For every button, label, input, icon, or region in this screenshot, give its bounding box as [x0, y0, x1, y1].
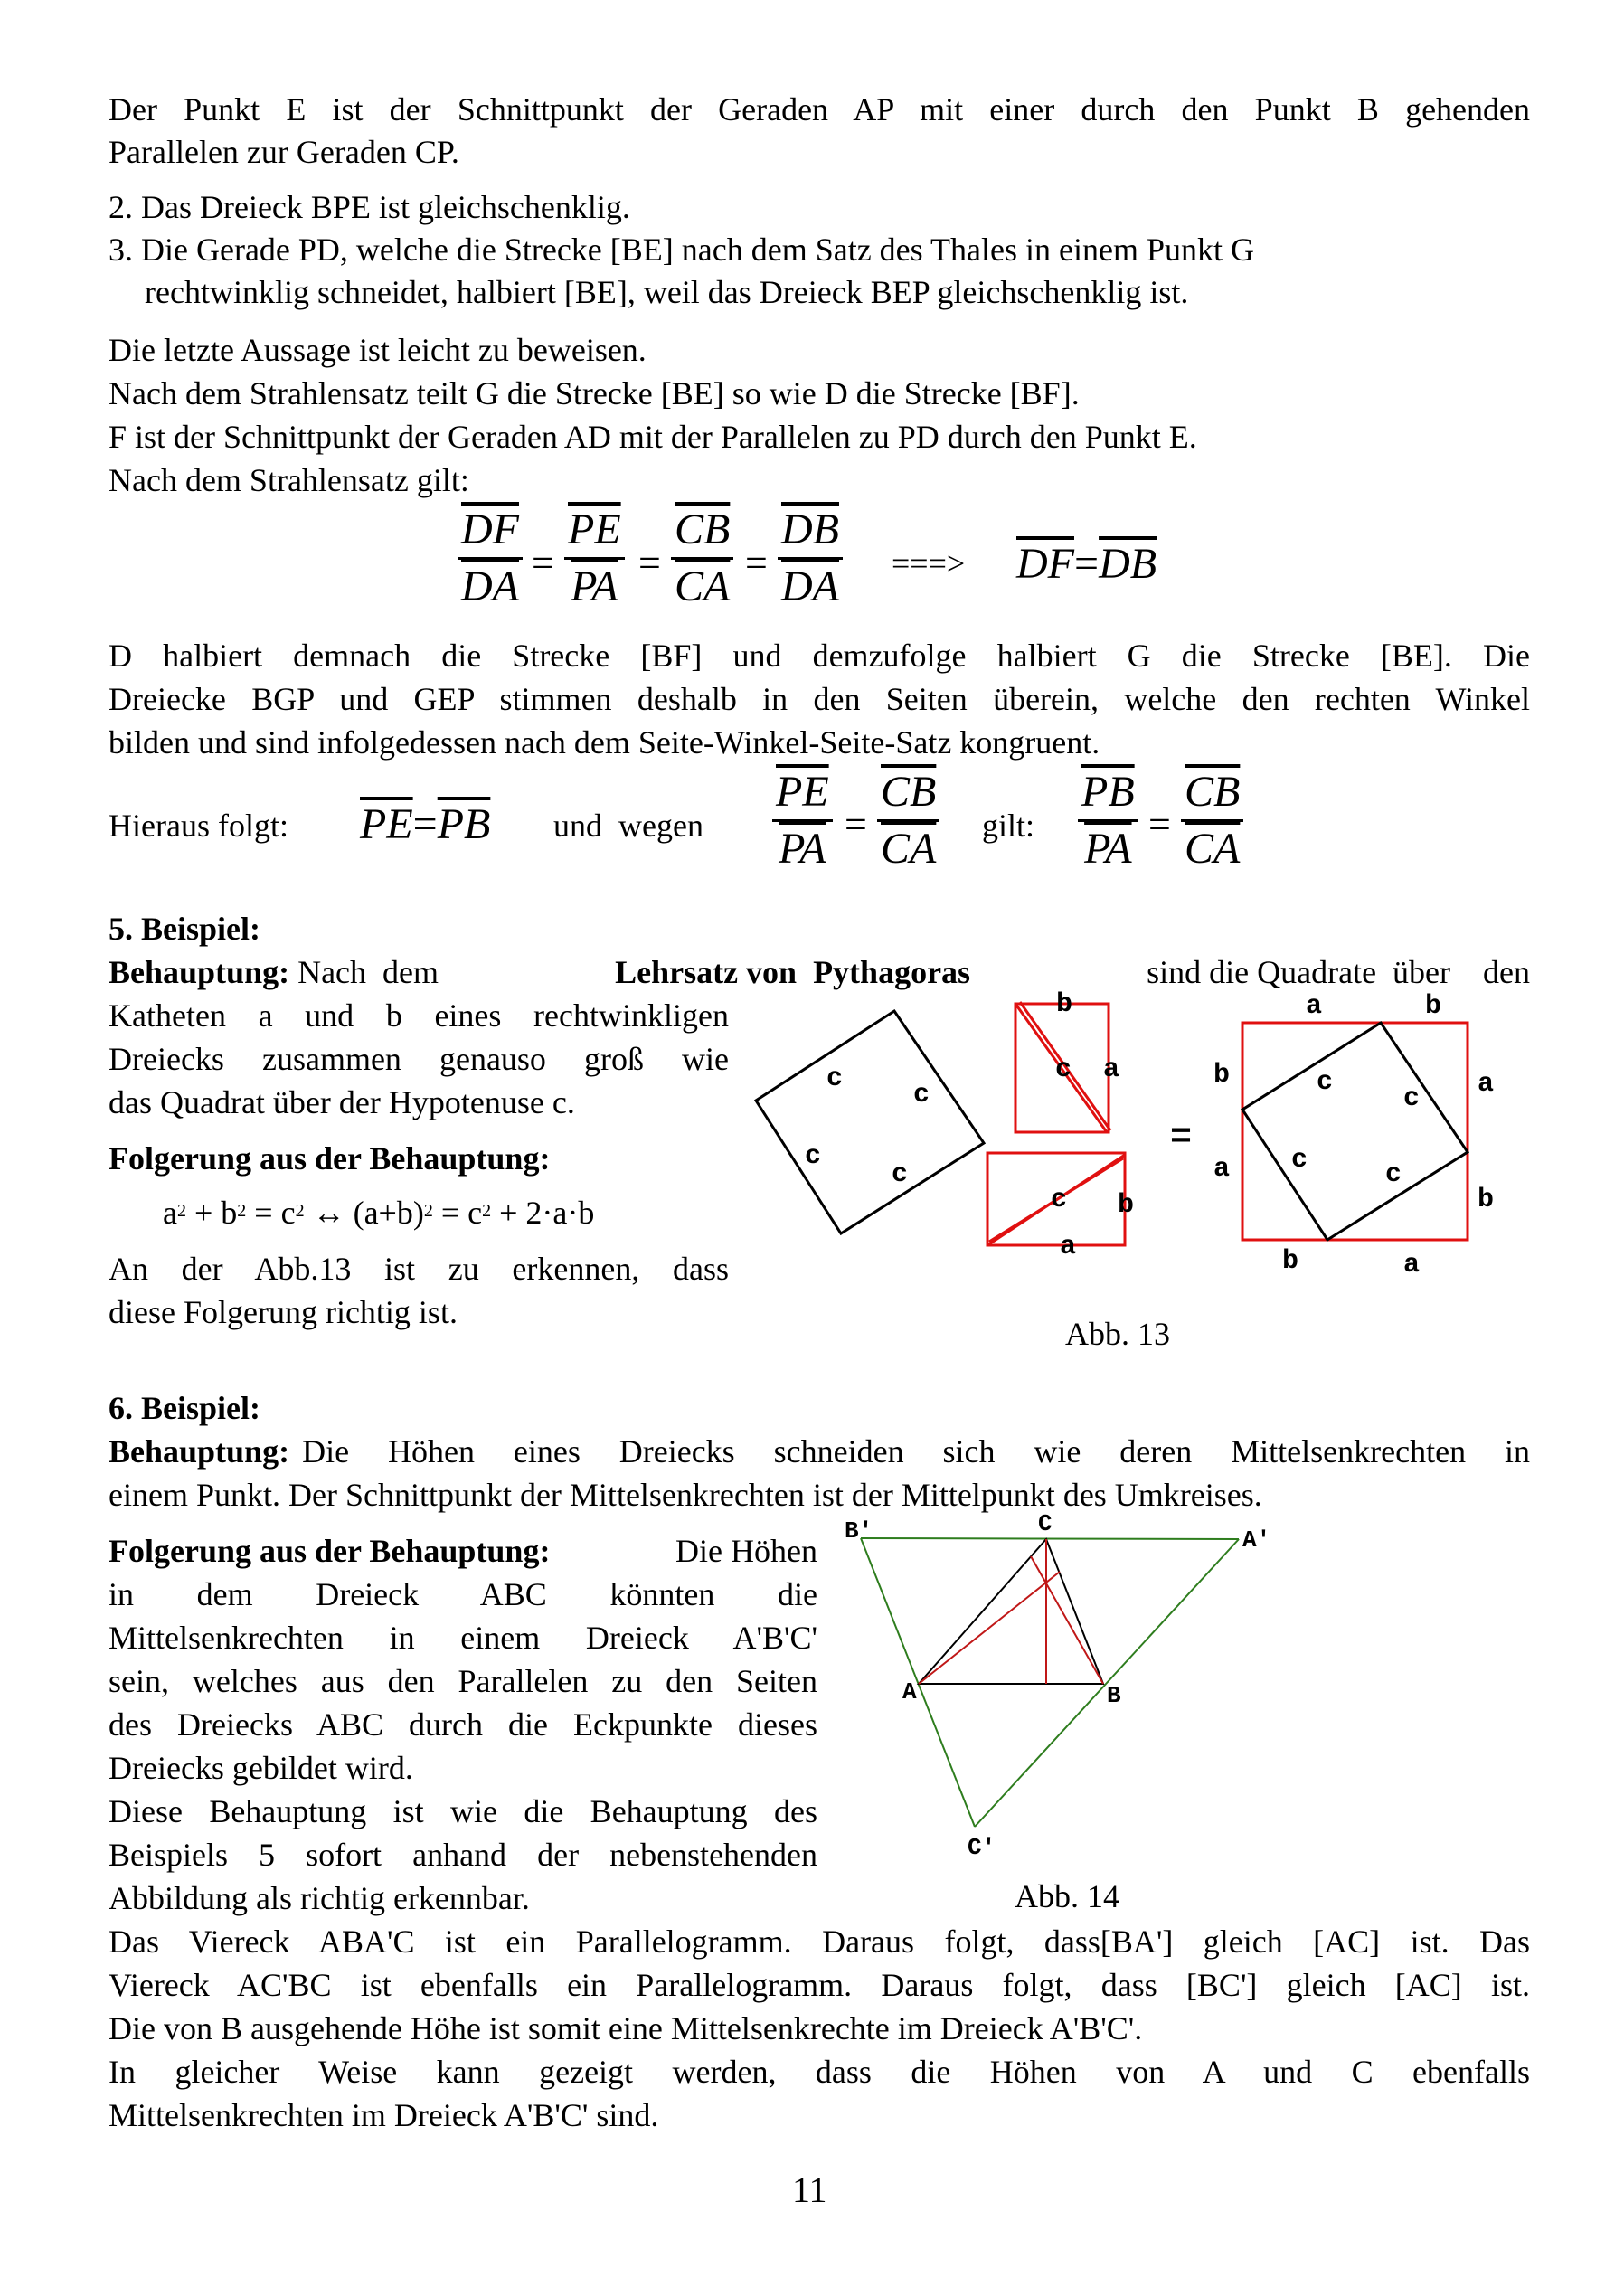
term: + b: [185, 1195, 238, 1231]
equals-sign: =: [532, 541, 554, 585]
denominator: CA: [1185, 825, 1241, 873]
claim-text: Nach dem: [297, 954, 439, 990]
exponent: 2: [295, 1201, 305, 1221]
conclusion-line: sein, welches aus den Parallelen zu den Seiten: [109, 1663, 817, 1699]
label-b: b: [1425, 991, 1442, 1022]
claim-text: sind die Quadrate über den: [1147, 954, 1530, 990]
label-a: a: [1403, 1250, 1421, 1281]
label-c: c: [892, 1159, 909, 1190]
label-a: a: [1060, 1232, 1077, 1262]
segment: $\overline{DB}$: [1099, 540, 1157, 588]
claim-label: Behauptung:: [109, 954, 290, 990]
label-c: c: [805, 1141, 822, 1172]
page-number: 11: [792, 2169, 827, 2210]
formula-lead: Hieraus folgt:: [109, 808, 288, 844]
paragraph-line: Die von B ausgehende Höhe ist somit eine Mittelsenkrechte im Dreieck A'B'C'.: [109, 2010, 1143, 2046]
paragraph-line: Parallelen zur Geraden CP.: [109, 134, 459, 170]
paragraph-line: Das Viereck ABA'C ist ein Parallelogramm. Daraus folgt, dass[BA'] gleich [AC] ist. Das: [109, 1923, 1530, 1960]
fraction-bar: [1078, 819, 1138, 822]
paragraph-line: Mittelsenkrechten im Dreieck A'B'C' sind.: [109, 2097, 659, 2133]
numerator: $\overline{DF}$: [461, 506, 519, 553]
term: + 2·a·b: [491, 1195, 595, 1231]
conclusion-line: Dreiecks gebildet wird.: [109, 1750, 413, 1786]
fraction-bar: [671, 557, 733, 560]
equals-sign: =: [1170, 1118, 1193, 1158]
term: = c: [432, 1195, 483, 1231]
claim-label: Behauptung:: [109, 1433, 290, 1470]
numerator: $\overline{PB}$: [1081, 768, 1135, 816]
term: = c: [246, 1195, 296, 1231]
figure-caption: Abb. 13: [1065, 1316, 1170, 1352]
numerator: $\overline{PE}$: [568, 506, 621, 553]
label-c: c: [1385, 1159, 1402, 1190]
formula-gilt: gilt:: [982, 808, 1035, 844]
paragraph-line: F ist der Schnittpunkt der Geraden AD mit der Parallelen zu PD durch den Punkt E.: [109, 419, 1197, 455]
section-heading: 6. Beispiel:: [109, 1390, 260, 1426]
denominator: DA: [461, 562, 519, 610]
fraction-bar: [564, 557, 625, 560]
claim-line: einem Punkt. Der Schnittpunkt der Mittelsenkrechten ist der Mittelpunkt des Umkreises.: [109, 1477, 1262, 1513]
fraction: [1181, 769, 1243, 873]
altitude-a: [919, 1572, 1060, 1684]
segment: $\overline{PB}$: [437, 800, 491, 848]
inner-triangle: [919, 1539, 1103, 1684]
label-c: c: [1055, 1054, 1072, 1085]
conclusion-line: [109, 1530, 817, 1572]
pythagoras-formula: [163, 1192, 1584, 1233]
claim-line: [109, 1431, 1530, 1472]
equals-sign: =: [745, 541, 768, 585]
paragraph-line: bilden und sind infolgedessen nach dem Seite-Winkel-Seite-Satz kongruent.: [109, 724, 1100, 761]
note-line: Diese Behauptung ist wie die Behauptung des: [109, 1793, 817, 1829]
segment: $\overline{PE}$: [360, 800, 413, 848]
label-b: b: [1282, 1246, 1299, 1277]
triangle-abc: [919, 1539, 1103, 1684]
paragraph-line: Nach dem Strahlensatz gilt:: [109, 462, 469, 498]
fraction: [458, 506, 523, 610]
fraction: [564, 506, 625, 610]
section-heading: 5. Beispiel:: [109, 911, 260, 947]
equals-sign: =: [1073, 540, 1100, 588]
label-a: a: [1306, 991, 1323, 1022]
numerator: $\overline{CB}$: [1185, 768, 1241, 816]
label-c: c: [1291, 1145, 1308, 1176]
exponent: 2: [176, 1201, 186, 1221]
conclusion-line: des Dreiecks ABC durch die Eckpunkte dieses: [109, 1706, 817, 1743]
label-b: b: [1056, 989, 1073, 1020]
exponent: 2: [482, 1201, 492, 1221]
numerator: $\overline{DB}$: [781, 506, 839, 553]
segment: $\overline{DF}$: [1016, 540, 1074, 588]
paragraph-line: Dreiecke BGP und GEP stimmen deshalb in den Seiten überein, welche den rechten Winkel: [109, 681, 1530, 717]
note-line: An der Abb.13 ist zu erkennen, dass: [109, 1251, 729, 1287]
claim-text: Die Höhen eines Dreiecks schneiden sich wie deren Mittelsenkrechten in: [302, 1433, 1530, 1470]
denominator: PA: [571, 562, 618, 610]
claim-line: das Quadrat über der Hypotenuse c.: [109, 1084, 575, 1120]
figure-labels: [805, 989, 1494, 1281]
formula-connector: und wegen: [553, 808, 703, 844]
paragraph-line: Der Punkt E ist der Schnittpunkt der Geraden AP mit einer durch den Punkt B gehenden: [109, 91, 1530, 128]
claim-line: Dreiecks zusammen genauso groß wie: [109, 1041, 729, 1077]
note-line: Abbildung als richtig erkennbar.: [109, 1880, 530, 1916]
label-c: c: [913, 1080, 930, 1110]
list-item-continuation: rechtwinklig schneidet, halbiert [BE], weil das Dreieck BEP gleichschenklig ist.: [145, 274, 1189, 310]
note-line: Beispiels 5 sofort anhand der nebenstehenden: [109, 1837, 817, 1873]
altitudes: [919, 1539, 1103, 1684]
label-a: a: [1478, 1069, 1495, 1100]
denominator: DA: [781, 562, 839, 610]
denominator: CA: [675, 562, 731, 610]
numerator: $\overline{CB}$: [675, 506, 731, 553]
denominator: PA: [779, 825, 826, 873]
equals-sign: =: [845, 802, 867, 846]
label-a: A: [902, 1678, 917, 1706]
label-b: B: [1107, 1682, 1121, 1709]
equals-sign: =: [1148, 802, 1171, 846]
conclusion-line: Mittelsenkrechten in einem Dreieck A'B'C': [109, 1620, 817, 1656]
exponent: 2: [423, 1201, 433, 1221]
paragraph-line: D halbiert demnach die Strecke [BF] und demzufolge halbiert G die Strecke [BE]. Die: [109, 638, 1530, 674]
fraction: [772, 769, 833, 873]
numerator: $\overline{CB}$: [881, 768, 937, 816]
label-c-prime: C': [968, 1834, 996, 1861]
fraction-bar: [778, 557, 843, 560]
exponent: 2: [237, 1201, 247, 1221]
vertex-labels: [845, 1510, 1270, 1861]
fraction: [778, 506, 843, 610]
denominator: CA: [881, 825, 937, 873]
fraction-bar: [1181, 819, 1243, 822]
fraction-bar: [877, 819, 939, 822]
implies-arrow: ===>: [892, 545, 966, 581]
conclusion-label: Folgerung aus der Behauptung:: [109, 1140, 551, 1177]
conclusion-line: in dem Dreieck ABC könnten die: [109, 1576, 817, 1612]
label-b: b: [1478, 1185, 1495, 1215]
label-b: b: [1213, 1060, 1231, 1091]
label-b-prime: B': [845, 1517, 873, 1545]
side-b1-a1: [861, 1538, 1239, 1539]
list-item: 2. Das Dreieck BPE ist gleichschenklig.: [109, 189, 630, 225]
conclusion-label: Folgerung aus der Behauptung:: [109, 1533, 551, 1569]
claim-line: [109, 951, 1530, 993]
denominator: PA: [1084, 825, 1132, 873]
fraction-bar: [772, 819, 833, 822]
label-b: b: [1118, 1190, 1135, 1221]
claim-fragment: [109, 951, 439, 993]
list-item: 3. Die Gerade PD, welche die Strecke [BE] nach dem Satz des Thales in einem Punkt G: [109, 232, 1254, 268]
label-c: C: [1038, 1510, 1053, 1537]
formula-pe-pb: [360, 799, 490, 849]
paragraph-line: In gleicher Weise kann gezeigt werden, dass die Höhen von A und C ebenfalls: [109, 2054, 1530, 2090]
figure-caption: Abb. 14: [1015, 1878, 1119, 1914]
numerator: $\overline{PE}$: [776, 768, 829, 816]
formula-result: [1016, 539, 1157, 589]
paragraph-line: Viereck AC'BC ist ebenfalls ein Parallelogramm. Daraus folgt, dass [BC'] gleich [AC] ist.: [109, 1967, 1530, 2003]
term: ↔ (a+b): [304, 1195, 424, 1231]
equals-sign: =: [412, 800, 438, 848]
claim-line: Katheten a und b eines rechtwinkligen: [109, 997, 729, 1034]
label-a: a: [1213, 1154, 1231, 1185]
note-line: diese Folgerung richtig ist.: [109, 1294, 458, 1330]
fraction-bar: [458, 557, 523, 560]
conclusion-text: Die Höhen: [675, 1533, 817, 1569]
fraction: [877, 769, 939, 873]
theorem-name: Lehrsatz von Pythagoras: [615, 954, 971, 990]
label-c: c: [1317, 1067, 1334, 1098]
term: a: [163, 1195, 177, 1231]
fraction: [1078, 769, 1138, 873]
label-a: a: [1103, 1054, 1120, 1085]
label-a-prime: A': [1242, 1526, 1271, 1554]
label-c: c: [1051, 1185, 1068, 1215]
label-c: c: [826, 1063, 844, 1094]
fraction: [671, 506, 733, 610]
paragraph-line: Die letzte Aussage ist leicht zu beweisen.: [109, 332, 647, 368]
paragraph-line: Nach dem Strahlensatz teilt G die Strecke [BE] so wie D die Strecke [BF].: [109, 375, 1080, 411]
equals-sign: =: [638, 541, 661, 585]
label-c: c: [1403, 1083, 1421, 1114]
altitude-b: [1031, 1556, 1103, 1684]
